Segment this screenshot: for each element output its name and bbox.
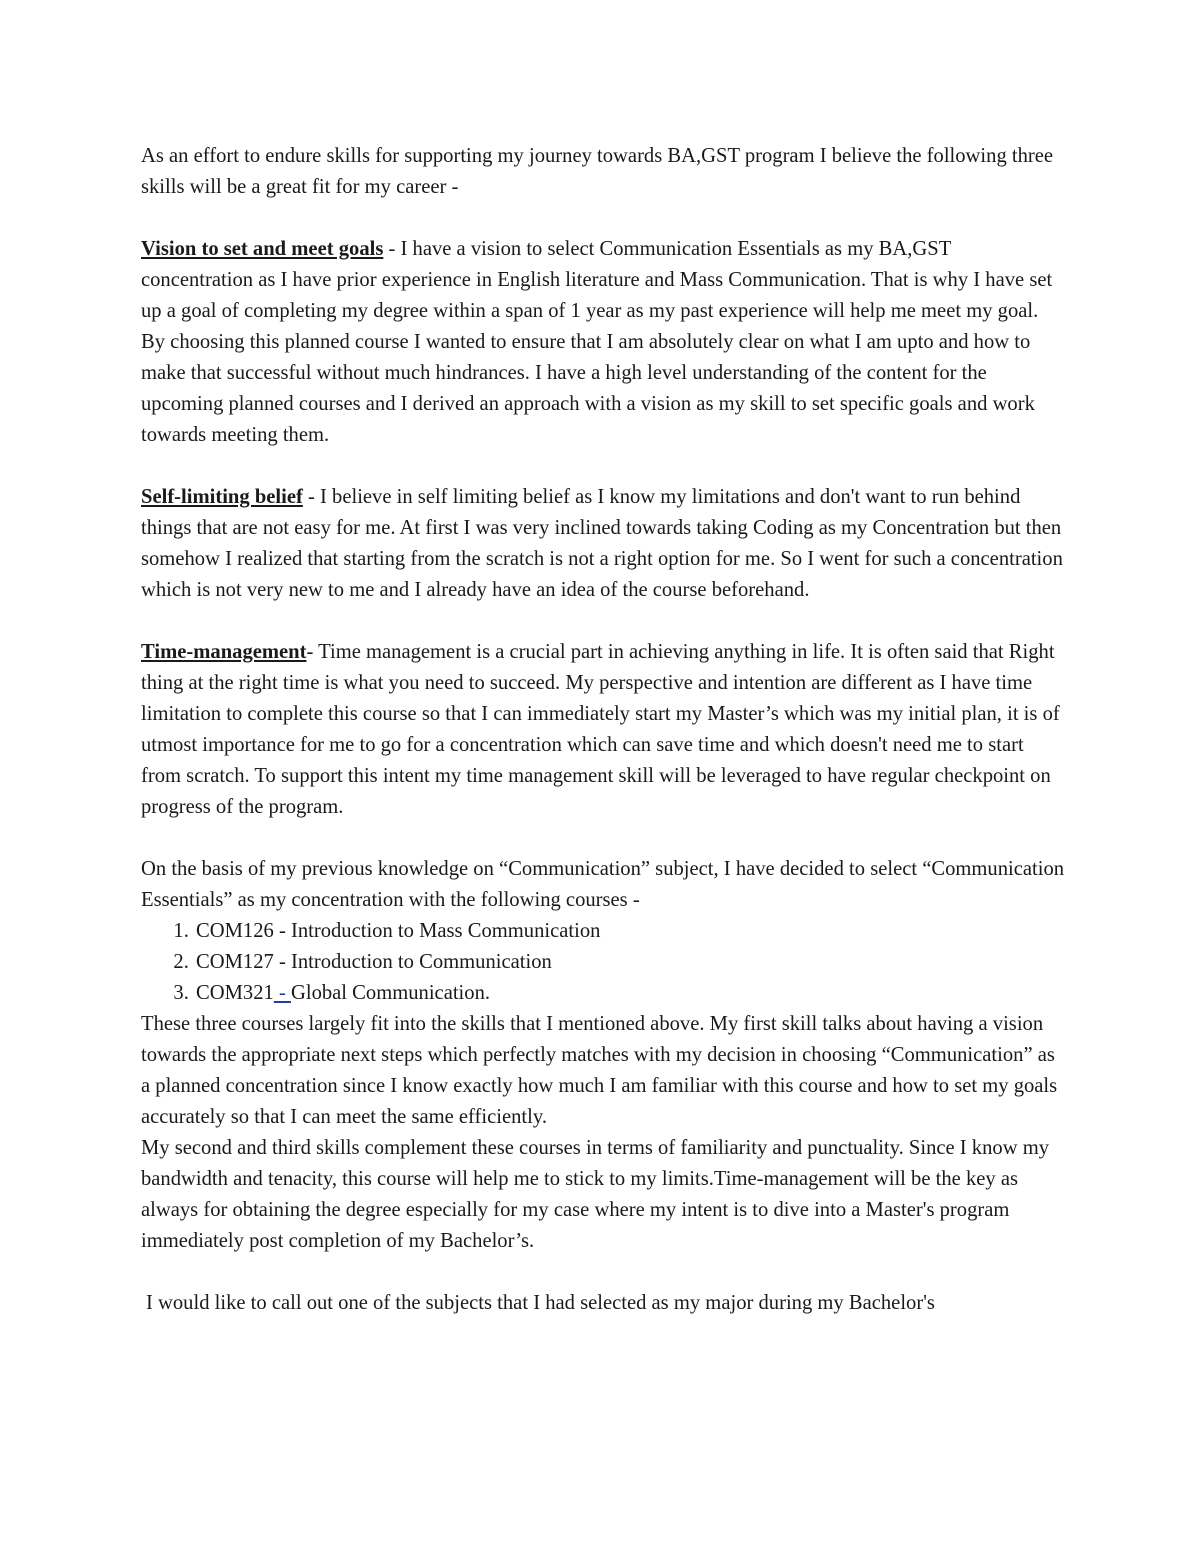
skill-time-management-heading: Time-management xyxy=(141,641,307,663)
course-list xyxy=(141,916,1066,1009)
paragraph-spacer xyxy=(141,823,1066,854)
document-body xyxy=(141,141,1066,1319)
course-item xyxy=(194,978,1066,1009)
course-item-text: COM127 - Introduction to Communication xyxy=(196,951,552,973)
fit-paragraph: These three courses largely fit into the skills that I mentioned above. My first skill talks about having a vision towards the appropriate next steps which perfectly matches with my decision in choosing “Communication” as a planned concentration since I know exactly how much I am familiar with this course and how to set my goals accurately so that I can meet the same efficiently. xyxy=(141,1013,1058,1128)
paragraph-spacer xyxy=(141,606,1066,637)
skill-self-limiting-paragraph xyxy=(141,482,1066,606)
complement-paragraph: My second and third skills complement these courses in terms of familiarity and punctuality. Since I know my bandwidth and tenacity, this course will help me to stick to my limits.Time-management will be the key as always for obtaining the degree especially for my case where my intent is to dive into a Master's program immediately post completion of my Bachelor’s. xyxy=(141,1137,1050,1252)
course-title: Global Communication. xyxy=(290,982,491,1004)
concentration-paragraph: On the basis of my previous knowledge on “Communication” subject, I have decided to select “Communication Essentials” as my concentration with the following courses - xyxy=(141,858,1065,911)
course-item xyxy=(194,947,1066,978)
paragraph-spacer xyxy=(141,1257,1066,1288)
skill-self-limiting-heading: Self-limiting belief xyxy=(141,486,303,508)
skill-self-limiting-text: - I believe in self limiting belief as I know my limitations and don't want to run behind things that are not easy for me. At first I was very inclined towards taking Coding as my Concentration but then somehow I realized that starting from the scratch is not a right option for me. So I went for such a concentration which is not very new to me and I already have an idea of the course beforehand. xyxy=(141,486,1063,601)
course-code: COM321 xyxy=(196,982,274,1004)
course-dash-link[interactable]: - xyxy=(273,982,291,1004)
skill-vision-text: - I have a vision to select Communication Essentials as my BA,GST concentration as I have prior experience in English literature and Mass Communication. That is why I have set up a goal of completing my degree within a span of 1 year as my past experience will help me meet my goal. By choosing this planned course I wanted to ensure that I am absolutely clear on what I am upto and how to make that successful without much hindrances. I have a high level understanding of the content for the upcoming planned courses and I derived an approach with a vision as my skill to set specific goals and work towards meeting them. xyxy=(141,238,1053,446)
intro-paragraph: As an effort to endure skills for supporting my journey towards BA,GST program I believe the following three skills will be a great fit for my career - xyxy=(141,145,1054,198)
course-item xyxy=(194,916,1066,947)
skill-time-management-text: - Time management is a crucial part in achieving anything in life. It is often said that Right thing at the right time is what you need to succeed. My perspective and intention are different as I have time limitation to complete this course so that I can immediately start my Master’s which was my initial plan, it is of utmost importance for me to go for a concentration which can save time and which doesn't need me to start from scratch. To support this intent my time management skill will be leveraged to have regular checkpoint on progress of the program. xyxy=(141,641,1060,818)
skill-vision-heading: Vision to set and meet goals xyxy=(141,238,384,260)
course-item-text: COM126 - Introduction to Mass Communication xyxy=(196,920,601,942)
paragraph-spacer xyxy=(141,203,1066,234)
paragraph-spacer xyxy=(141,451,1066,482)
closing-paragraph: I would like to call out one of the subjects that I had selected as my major during my Bachelor's xyxy=(146,1292,935,1314)
skill-vision-paragraph xyxy=(141,234,1066,451)
skill-time-management-paragraph xyxy=(141,637,1066,823)
